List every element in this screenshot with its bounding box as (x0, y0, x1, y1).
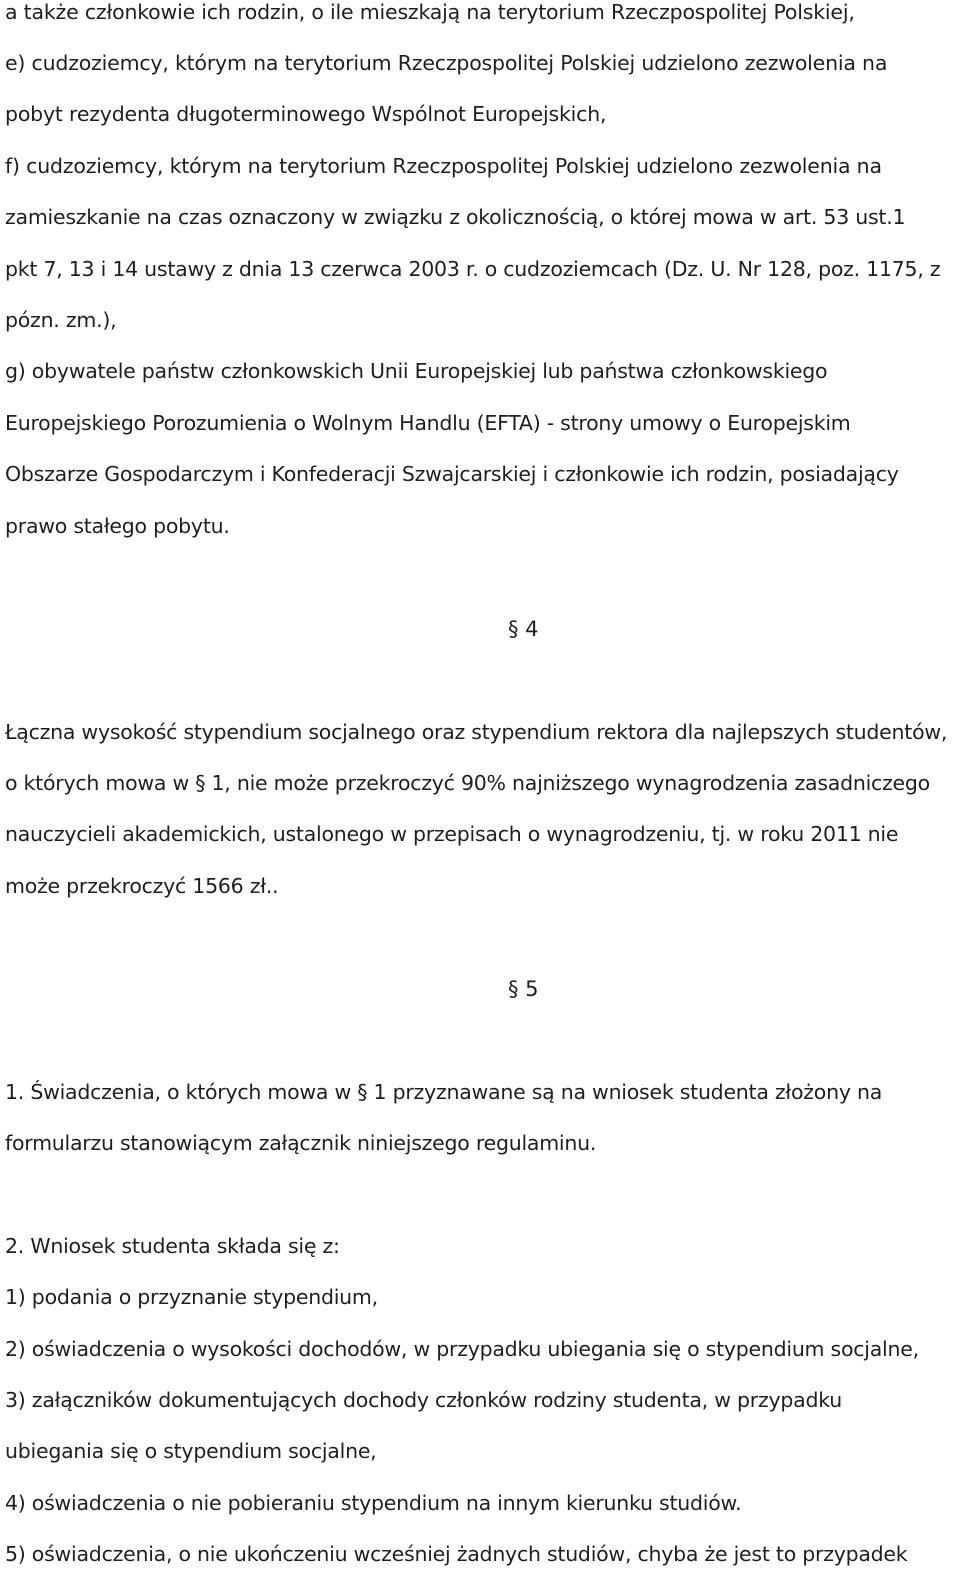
text-line: o których mowa w § 1, nie może przekroczyć 90% najniższego wynagrodzenia zasadniczego (5, 771, 930, 795)
text-line: zamieszkanie na czas oznaczony w związku z okolicznością, o której mowa w art. 53 ust.1 (5, 205, 906, 229)
text-line: 4) oświadczenia o nie pobieraniu stypendium na innym kierunku studiów. (5, 1491, 742, 1515)
text-line: Łączna wysokość stypendium socjalnego oraz stypendium rektora dla najlepszych studentów, (5, 720, 948, 744)
text-line: ubiegania się o stypendium socjalne, (5, 1439, 377, 1463)
section-heading-4: § 4 (508, 617, 539, 641)
text-line: 2) oświadczenia o wysokości dochodów, w przypadku ubiegania się o stypendium socjalne, (5, 1337, 919, 1361)
text-line: 1. Świadczenia, o których mowa w § 1 przyznawane są na wniosek studenta złożony na (5, 1080, 883, 1104)
text-line: a także członkowie ich rodzin, o ile mieszkają na terytorium Rzeczpospolitej Polskiej, (5, 0, 855, 24)
text-line: 2. Wniosek studenta składa się z: (5, 1234, 340, 1258)
text-line: pkt 7, 13 i 14 ustawy z dnia 13 czerwca 2003 r. o cudzoziemcach (Dz. U. Nr 128, poz. 1175, z (5, 257, 941, 281)
text-line: Europejskiego Porozumienia o Wolnym Handlu (EFTA) - strony umowy o Europejskim (5, 411, 851, 435)
text-line: 1) podania o przyznanie stypendium, (5, 1285, 378, 1309)
text-line: nauczycieli akademickich, ustalonego w przepisach o wynagrodzeniu, tj. w roku 2011 nie (5, 822, 899, 846)
text-line: pózn. zm.), (5, 308, 117, 332)
text-line: prawo stałego pobytu. (5, 514, 230, 538)
text-line: 5) oświadczenia, o nie ukończeniu wcześniej żadnych studiów, chyba że jest to przypadek (5, 1542, 908, 1566)
text-line: pobyt rezydenta długoterminowego Wspólnot Europejskich, (5, 102, 607, 126)
text-line: f) cudzoziemcy, którym na terytorium Rzeczpospolitej Polskiej udzielono zezwolenia na (5, 154, 882, 178)
text-line: e) cudzoziemcy, którym na terytorium Rzeczpospolitej Polskiej udzielono zezwolenia na (5, 51, 888, 75)
text-line: g) obywatele państw członkowskich Unii Europejskiej lub państwa członkowskiego (5, 359, 828, 383)
text-line: 3) załączników dokumentujących dochody członków rodziny studenta, w przypadku (5, 1388, 842, 1412)
text-line: formularzu stanowiącym załącznik niniejszego regulaminu. (5, 1131, 597, 1155)
text-line: Obszarze Gospodarczym i Konfederacji Szwajcarskiej i członkowie ich rodzin, posiadający (5, 462, 899, 486)
section-heading-5: § 5 (508, 977, 539, 1001)
text-line: może przekroczyć 1566 zł.. (5, 874, 279, 898)
